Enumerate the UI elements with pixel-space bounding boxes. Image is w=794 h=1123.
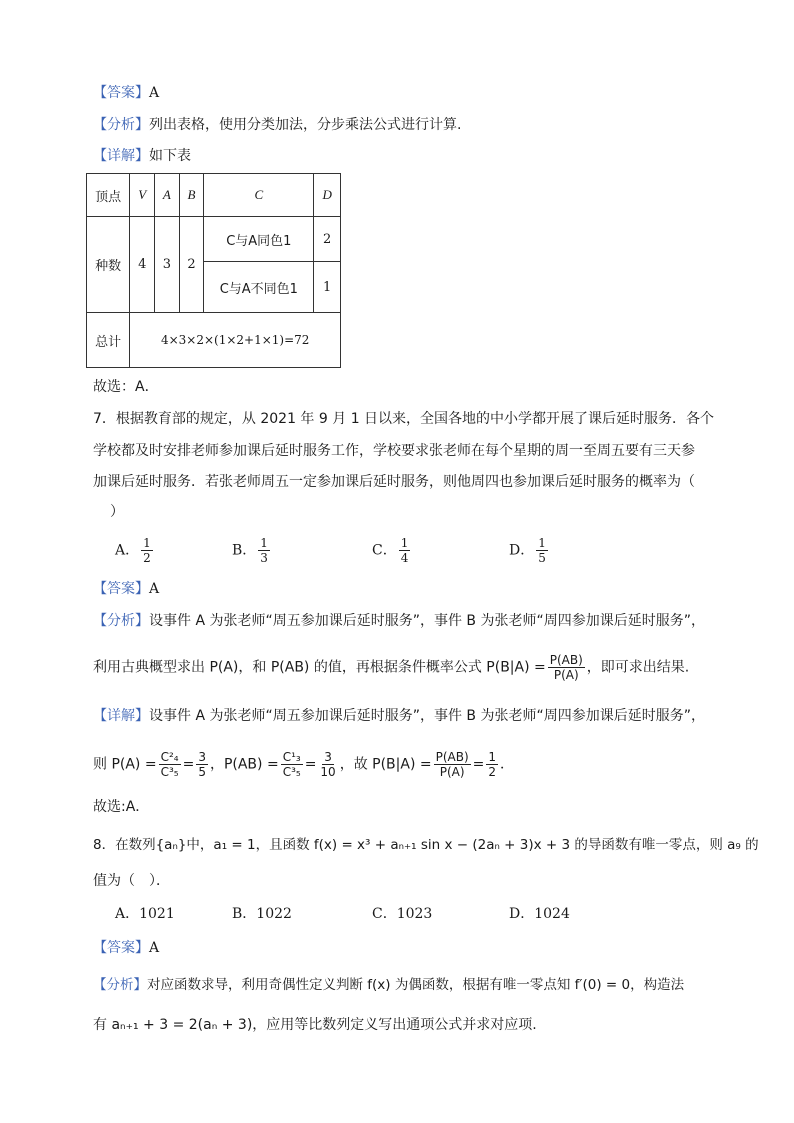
analysis-text: 设事件 A 为张老师“周五参加课后延时服务”，事件 B 为张老师“周四参加课后延时服务”， [149, 613, 705, 629]
option-fraction: $\frac{1}{3}$ [260, 536, 268, 565]
analysis-tag: 【分析】 [93, 977, 147, 993]
q7-stem-1: 7．根据教育部的规定，从 2021 年 9 月 1 日以来，全国各地的中小学都开展了课后延时服务．各个 [93, 411, 715, 427]
analysis-text: 利用古典概型求出 P(A)，和 P(AB) 的值，再根据条件概率公式 P(B|A) = [93, 659, 546, 676]
option-fraction: $\frac{1}{2}$ [143, 536, 151, 565]
cell-c-same-color: C与A同色1 [204, 217, 314, 262]
header-b: B [179, 174, 204, 217]
detail-text: 设事件 A 为张老师“周五参加课后延时服务”，事件 B 为张老师“周四参加课后延时服务”， [149, 708, 705, 724]
table-total-row [87, 313, 341, 368]
q8-option-d: D．1024 [509, 906, 570, 922]
q6-analysis-line [93, 116, 461, 134]
option-fraction: $\frac{1}{4}$ [400, 536, 409, 565]
option-label: A． [115, 542, 140, 559]
q8-analysis-line-2: 有 aₙ₊₁ + 3 = 2(aₙ + 3)，应用等比数列定义写出通项公式并求对应项. [93, 1017, 537, 1033]
detail-text: ，P(AB) = [209, 756, 279, 773]
cell-d-diff: 1 [314, 262, 341, 313]
fraction: $\frac{P(AB)}{P(A)}$ [435, 750, 469, 779]
option-label: B． [232, 542, 257, 559]
cell-v: 4 [130, 217, 155, 313]
q7-analysis-line-1 [93, 612, 705, 630]
q7-detail-line-1 [93, 707, 705, 725]
equals: = [304, 756, 317, 773]
answer-value: A [149, 581, 160, 597]
fraction: $\frac{\text{C²₄}}{\text{C³₅}}$ [160, 750, 179, 779]
header-d: D [314, 174, 341, 217]
option-label: D． [509, 542, 535, 559]
answer-value: A [149, 85, 160, 101]
table-row [87, 217, 341, 262]
header-vertex: 顶点 [87, 174, 130, 217]
q8-option-c: C．1023 [372, 906, 433, 922]
fraction: $\frac{1}{2}$ [488, 750, 497, 779]
row-label-count: 种数 [87, 217, 130, 313]
detail-text: 如下表 [149, 148, 191, 164]
analysis-text: ，即可求出结果. [586, 659, 690, 676]
detail-tag: 【详解】 [93, 148, 149, 164]
q7-stem-2: 学校都及时安排老师参加课后延时服务工作，学校要求张老师在每个星期的周一至周五要有三天参 [93, 443, 695, 459]
total-expression: 4×3×2×(1×2+1×1)=72 [130, 313, 341, 368]
analysis-text: 列出表格，使用分类加法，分步乘法公式进行计算. [149, 117, 462, 133]
q8-answer-line [93, 939, 159, 957]
q7-conclusion: 故选:A． [93, 799, 150, 815]
answer-tag: 【答案】 [93, 940, 149, 956]
answer-value: A [149, 940, 160, 956]
q6-detail-line [93, 147, 191, 165]
detail-text: 则 P(A) = [93, 756, 157, 773]
detail-tag: 【详解】 [93, 708, 149, 724]
q8-stem-2: 值为（ ）． [93, 873, 170, 889]
q7-option-c [372, 536, 412, 565]
cell-b: 2 [179, 217, 204, 313]
q8-stem-1: 8．在数列{aₙ}中，a₁ = 1，且函数 f(x) = x³ + aₙ₊₁ sin x − (2aₙ + 3)x + 3 的导函数有唯一零点，则 a₉ 的 [93, 837, 759, 853]
answer-tag: 【答案】 [93, 85, 149, 101]
answer-tag: 【答案】 [93, 581, 149, 597]
conditional-prob-fraction: $\frac{P(AB)}{P(A)}$ [549, 653, 583, 682]
q8-analysis-line-1 [93, 976, 684, 994]
header-a: A [155, 174, 180, 217]
header-v: V [130, 174, 155, 217]
q6-answer-line [93, 84, 159, 102]
option-label: C． [372, 542, 397, 559]
q7-detail-line-2 [93, 750, 514, 779]
header-c: C [204, 174, 314, 217]
coloring-table [86, 173, 341, 368]
q7-stem-3: 加课后延时服务．若张老师周五一定参加课后延时服务，则他周四也参加课后延时服务的概率为（ [93, 474, 695, 490]
q7-analysis-line-2 [93, 653, 689, 682]
analysis-text: 对应函数求导，利用奇偶性定义判断 f(x) 为偶函数，根据有唯一零点知 f′(0) = 0，构造法 [147, 977, 685, 993]
analysis-tag: 【分析】 [93, 117, 149, 133]
cell-d-same: 2 [314, 217, 341, 262]
equals: = [472, 756, 485, 773]
q7-option-d [509, 536, 550, 565]
table-header-row [87, 174, 341, 217]
fraction: $\frac{\text{C¹₃}}{\text{C³₅}}$ [282, 750, 301, 779]
detail-text: ，故 P(B|A) = [339, 756, 432, 773]
cell-a: 3 [155, 217, 180, 313]
detail-text: ． [500, 756, 515, 773]
q8-option-b: B．1022 [232, 906, 292, 922]
option-fraction: $\frac{1}{5}$ [538, 536, 546, 565]
q6-conclusion: 故选：A． [93, 379, 159, 395]
q7-option-a [115, 536, 155, 565]
total-label: 总计 [87, 313, 130, 368]
fraction: $\frac{3}{5}$ [198, 750, 206, 779]
q7-answer-line [93, 580, 159, 598]
fraction: $\frac{3}{10}$ [320, 750, 336, 779]
cell-c-diff-color: C与A不同色1 [204, 262, 314, 313]
q8-option-a: A．1021 [115, 906, 175, 922]
q7-option-b [232, 536, 272, 565]
equals: = [182, 756, 195, 773]
q7-stem-4: ） [110, 504, 124, 520]
analysis-tag: 【分析】 [93, 613, 149, 629]
